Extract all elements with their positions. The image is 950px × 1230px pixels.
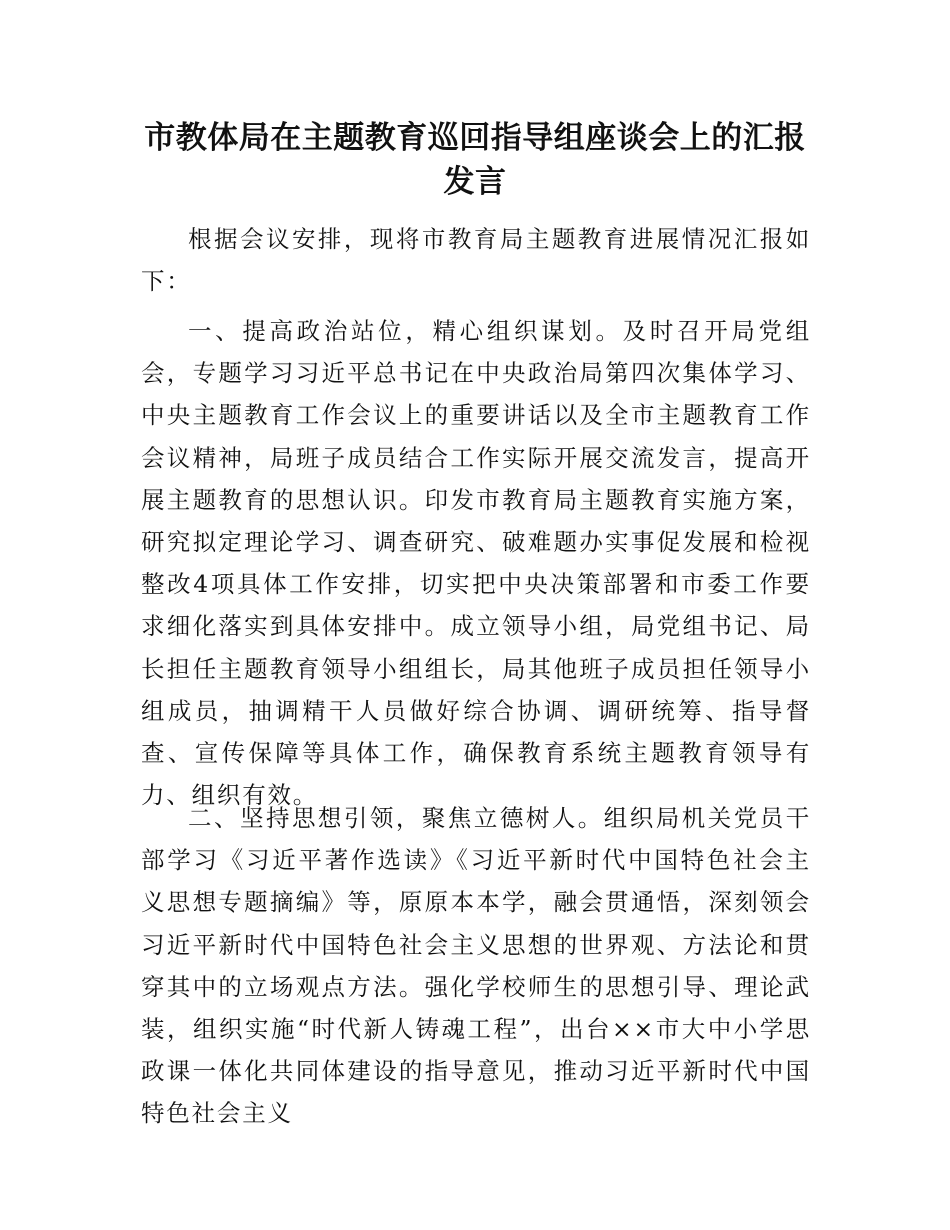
section-1-paragraph: 一、提高政治站位，精心组织谋划。及时召开局党组会，专题学习习近平总书记在中央政治局第四次集体学习、中央主题教育工作会议上的重要讲话以及全市主题教育工作会议精神，局班子成员结合工作实际开展交流发言，提高开展主题教育的思想认识。印发市教育局主题教育实施方案，研究拟定理论学习、调查研究、破难题办实事促发展和检视整改4项具体工作安排，切实把中央决策部署和市委工作要求细化落实到具体安排中。成立领导小组，局党组书记、局长担任主题教育领导小组组长，局其他班子成员担任领导小组成员，抽调精干人员做好综合协调、调研统筹、指导督查、宣传保障等具体工作，确保教育系统主题教育领导有力、组织有效。 — [141, 317, 811, 810]
document-title: 市教体局在主题教育巡回指导组座谈会上的汇报发言 — [144, 120, 806, 200]
section-2-paragraph: 二、坚持思想引领，聚焦立德树人。组织局机关党员干部学习《习近平著作选读》《习近平新时代中国特色社会主义思想专题摘编》等，原原本本学，融会贯通悟，深刻领会习近平新时代中国特色社会主义思想的世界观、方法论和贯穿其中的立场观点方法。强化学校师生的思想引导、理论武装，组织实施“时代新人铸魂工程”，出台××市大中小学思政课一体化共同体建设的指导意见，推动习近平新时代中国特色社会主义 — [141, 804, 811, 1128]
intro-paragraph: 根据会议安排，现将市教育局主题教育进展情况汇报如下： — [141, 225, 811, 296]
